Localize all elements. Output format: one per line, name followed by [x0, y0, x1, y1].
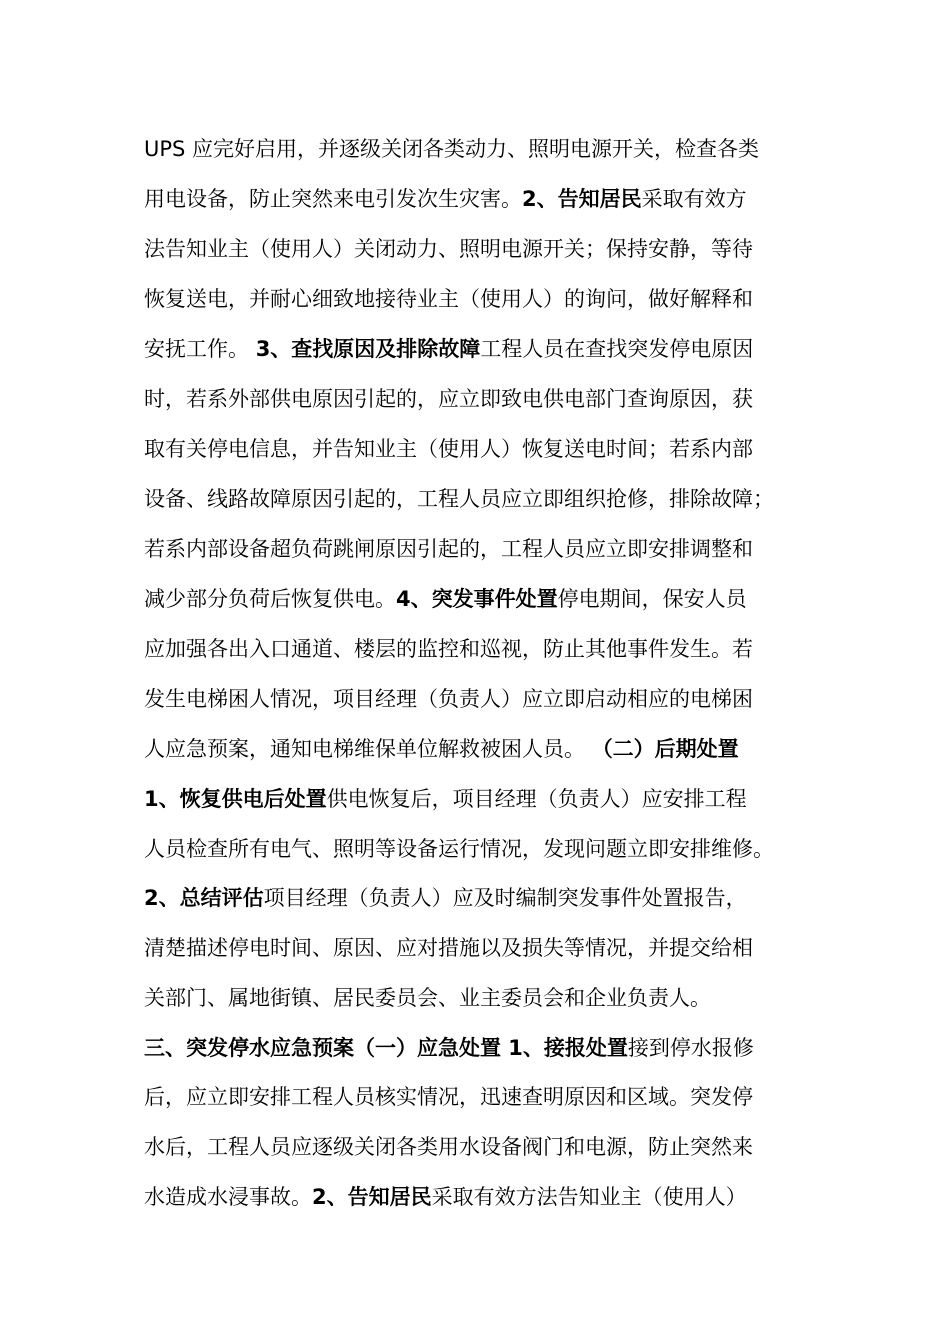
line-text: 人员检查所有电气、照明等设备运行情况，发现问题立即安排维修。 — [144, 837, 774, 861]
line-text: 发生电梯困人情况，项目经理（负责人）应立即启动相应的电梯困 — [144, 687, 753, 711]
text-line — [144, 384, 753, 414]
line-text: UPS 应完好启用，并逐级关闭各类动力、照明电源开关，检查各类 — [144, 137, 760, 161]
line-text: 用电设备，防止突然来电引发次生灾害。 — [144, 187, 522, 211]
text-line — [144, 933, 753, 963]
line-text: 法告知业主（使用人）关闭动力、照明电源开关；保持安静，等待 — [144, 237, 753, 261]
text-line — [144, 1033, 754, 1063]
line-text: 应加强各出入口通道、楼层的监控和巡视，防止其他事件发生。若 — [144, 637, 753, 661]
line-text: 若系内部设备超负荷跳闸原因引起的，工程人员应立即安排调整和 — [144, 537, 753, 561]
line-text: 时，若系外部供电原因引起的，应立即致电供电部门查询原因，获 — [144, 387, 753, 411]
bold-heading: 1、恢复供电后处置 — [144, 787, 327, 811]
line-text: 水后，工程人员应逐级关闭各类用水设备阀门和电源，防止突然来 — [144, 1135, 753, 1159]
line-text: 取有关停电信息，并告知业主（使用人）恢复送电时间；若系内部 — [144, 437, 753, 461]
bold-heading: 2、告知居民 — [312, 1185, 432, 1209]
line-text: 恢复送电，并耐心细致地接待业主（使用人）的询问，做好解释和 — [144, 287, 753, 311]
text-line — [144, 484, 774, 514]
bold-heading: 三、突发停水应急预案（一）应急处置 1、接报处置 — [144, 1036, 628, 1060]
line-text: 清楚描述停电时间、原因、应对措施以及损失等情况，并提交给相 — [144, 936, 753, 960]
line-text: 工程人员在查找突发停电原因 — [480, 337, 754, 361]
text-line — [144, 134, 759, 164]
text-line — [144, 1082, 753, 1112]
line-text: 项目经理（负责人）应及时编制突发事件处置报告， — [263, 886, 747, 910]
line-text: 水造成水浸事故。 — [144, 1185, 312, 1209]
text-line — [144, 883, 747, 913]
text-line — [144, 734, 739, 764]
text-line — [144, 434, 753, 464]
line-text: 采取有效方 — [641, 187, 747, 211]
text-line — [144, 284, 753, 314]
bold-heading: 2、总结评估 — [144, 886, 264, 910]
text-line — [144, 834, 774, 864]
text-line — [144, 334, 753, 364]
bold-heading: 4、突发事件处置 — [396, 587, 558, 611]
text-line — [144, 634, 753, 664]
text-line — [144, 784, 747, 814]
text-line — [144, 534, 753, 564]
text-line — [144, 184, 747, 214]
line-text: 安抚工作。 — [144, 337, 256, 361]
line-text: 供电恢复后，项目经理（负责人）应安排工程 — [326, 787, 747, 811]
text-line — [144, 684, 753, 714]
line-text: 采取有效方法告知业主（使用人） — [431, 1185, 747, 1209]
line-text: 设备、线路故障原因引起的，工程人员应立即组织抢修，排除故障； — [144, 487, 774, 511]
bold-heading: 3、查找原因及排除故障 — [255, 337, 481, 361]
line-text: 减少部分负荷后恢复供电。 — [144, 587, 396, 611]
line-text: 关部门、属地街镇、居民委员会、业主委员会和企业负责人。 — [144, 986, 711, 1010]
text-line — [144, 234, 753, 264]
line-text: 后，应立即安排工程人员核实情况，迅速查明原因和区域。突发停 — [144, 1085, 753, 1109]
text-line — [144, 1132, 753, 1162]
text-line — [144, 983, 711, 1013]
bold-heading: （二）后期处置 — [591, 737, 739, 761]
line-text: 接到停水报修 — [627, 1036, 754, 1060]
text-line — [144, 584, 747, 614]
line-text: 停电期间，保安人员 — [557, 587, 747, 611]
line-text: 人应急预案，通知电梯维保单位解救被困人员。 — [144, 737, 592, 761]
text-line — [144, 1182, 747, 1212]
bold-heading: 2、告知居民 — [522, 187, 642, 211]
